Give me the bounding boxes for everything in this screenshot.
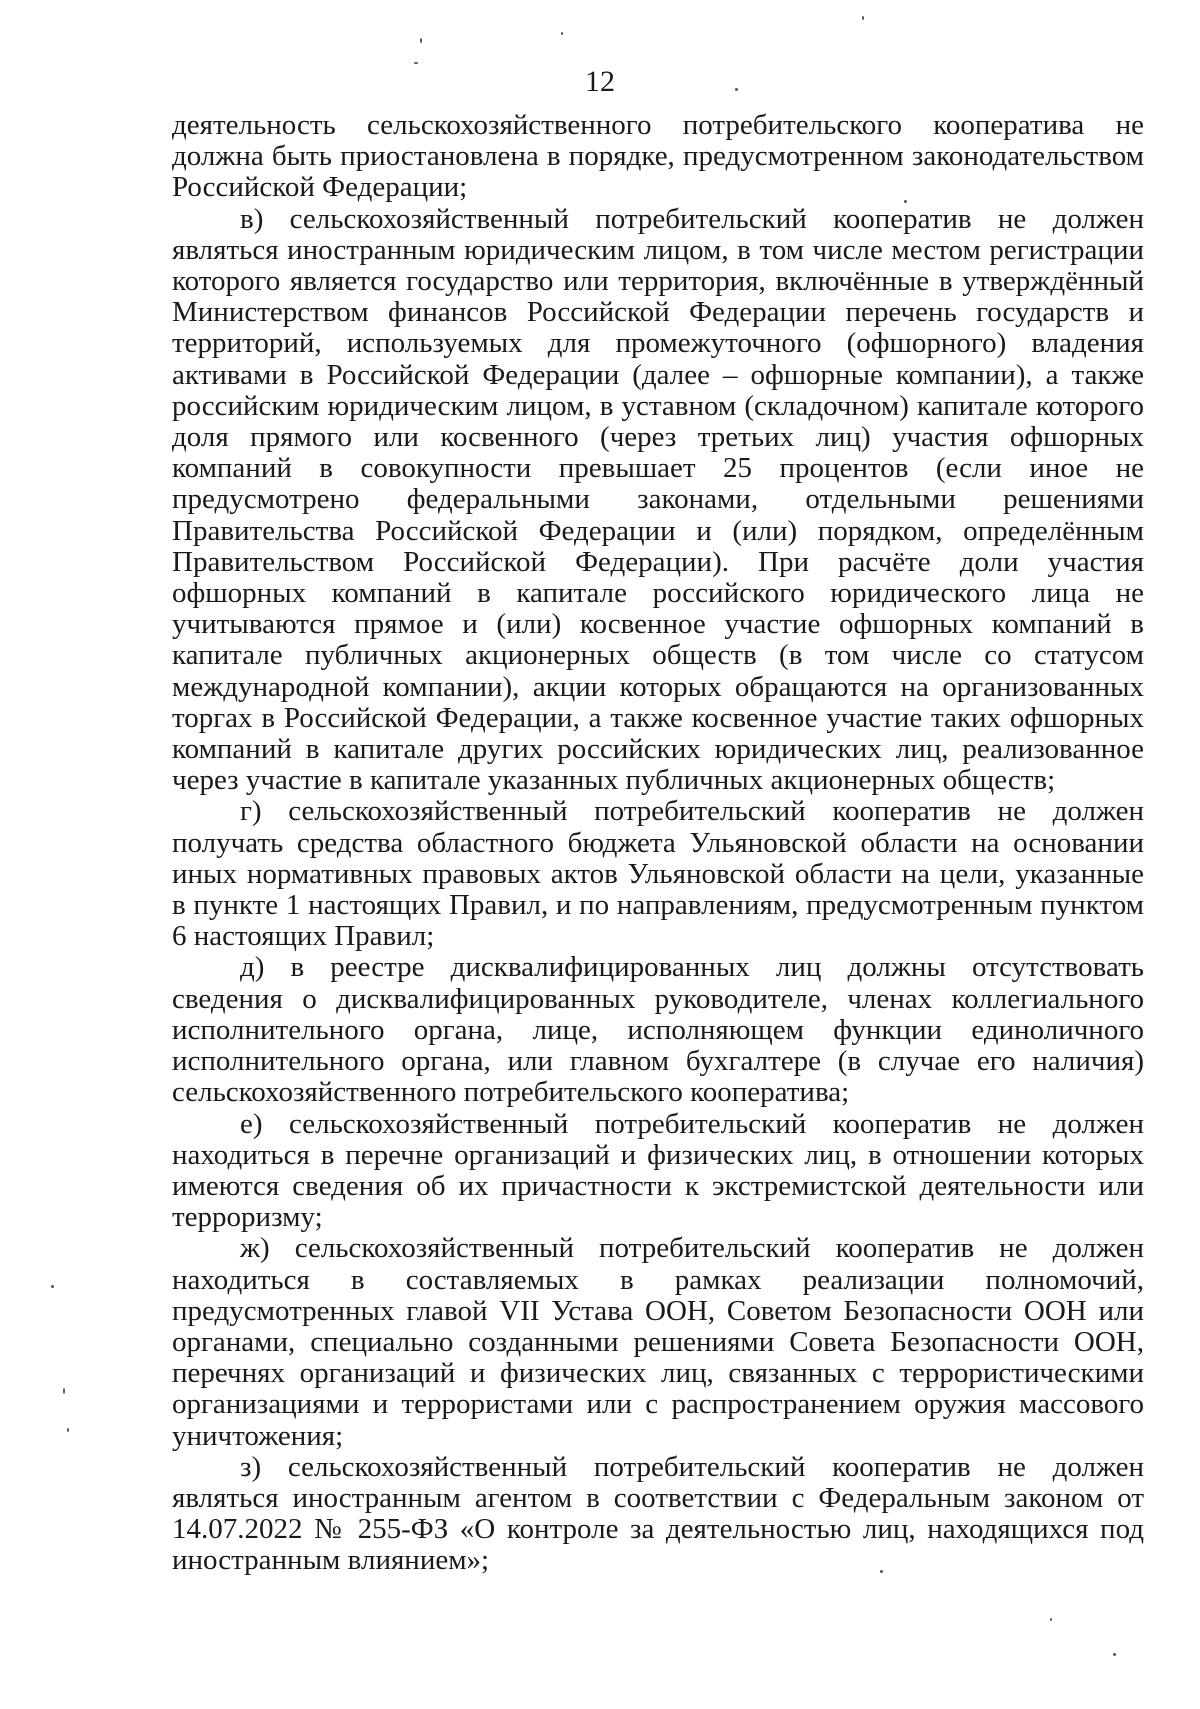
- paragraph-item-e: е) сельскохозяйственный потребительский кооператив не должен находиться в перечне организаций и физических лиц, в отношении которых имеются сведения об их причастности к экстремистской деятельности или терроризму;: [172, 1107, 1144, 1234]
- paragraph-continuation: деятельность сельскохозяйственного потребительского кооператива не должна быть приостановлена в порядке, предусмотренном законодательством Российской Федерации;: [172, 109, 1144, 204]
- scan-speck: [862, 16, 864, 20]
- scan-speck: [1113, 1653, 1116, 1656]
- paragraph-item-z: з) сельскохозяйственный потребительский кооператив не должен являться иностранным агентом в соответствии с Федеральным законом от 14.07.2022 № 255-ФЗ «О контроле за деятельностью лиц, находящихся под иностранным влиянием»;: [172, 1450, 1144, 1577]
- scan-speck: [420, 38, 422, 43]
- paragraph-item-g: г) сельскохозяйственный потребительский кооператив не должен получать средства областного бюджета Ульяновской области на основании иных нормативных правовых актов Ульяновской области на цели, указанные в пункте 1 настоящих Правил, и по направлениям, предусмотренным пунктом 6 настоящих Правил;: [172, 795, 1144, 953]
- paragraph-item-v: в) сельскохозяйственный потребительский кооператив не должен являться иностранным юридическим лицом, в том числе местом регистрации которого является государство или территория, включённые в утверждённый Министерством финансов Российской Федерации перечень государств и территорий, используемых для промежуточного (офшорного) владения активами в Российской Федерации (далее – офшорные компании), а также российским юридическим лицом, в уставном (складочном) капитале которого доля прямого или косвенного (через третьих лиц) участия офшорных компаний в совокупности превышает 25 процентов (если иное не предусмотрено федеральными законами, отдельными решениями Правительства Российской Федерации и (или) порядком, определённым Правительством Российской Федерации). При расчёте доли участия офшорных компаний в капитале российского юридического лица не учитываются прямое и (или) косвенное участие офшорных компаний в капитале публичных акционерных обществ (в том числе со статусом международной компании), акции которых обращаются на организованных торгах в Российской Федерации, а также косвенное участие таких офшорных компаний в капитале других российских юридических лиц, реализованное через участие в капитале указанных публичных акционерных обществ;: [172, 202, 1144, 797]
- scan-speck: [51, 1285, 54, 1288]
- scan-speck: [561, 32, 563, 35]
- scan-speck: [67, 1428, 69, 1432]
- paragraph-item-zh: ж) сельскохозяйственный потребительский кооператив не должен находиться в составляемых в рамках реализации полномочий, предусмотренных главой VII Устава ООН, Советом Безопасности ООН или органами, специально созданными решениями Совета Безопасности ООН, перечнях организаций и физических лиц, связанных с террористическими организациями и террористами или с распространением оружия массового уничтожения;: [172, 1232, 1144, 1452]
- scan-speck: [1050, 1618, 1052, 1621]
- document-body: [172, 110, 1144, 1577]
- scan-speck: [63, 1388, 65, 1394]
- paragraph-item-d: д) в реестре дисквалифицированных лиц должны отсутствовать сведения о дисквалифицированных руководителе, членах коллегиального исполнительного органа, лице, исполняющем функции единоличного исполнительного органа, или главном бухгалтере (в случае его наличия) сельскохозяйственного потребительского кооператива;: [172, 951, 1144, 1109]
- page-number: 12: [585, 65, 615, 98]
